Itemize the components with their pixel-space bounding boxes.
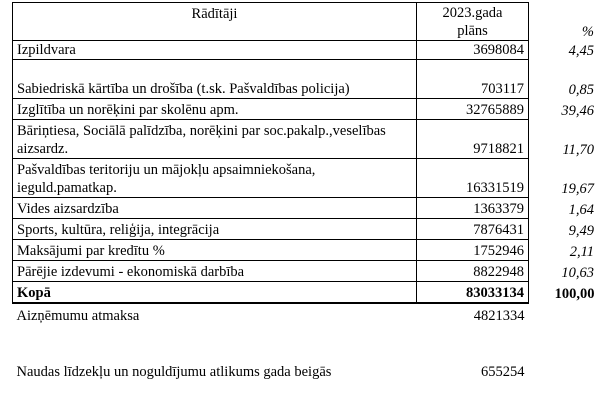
row-label: Izglītība un norēķini par skolēnu apm.: [13, 99, 417, 120]
row-percent: 9,49: [568, 222, 594, 239]
row-label: Pārējie izdevumi - ekonomiskā darbība: [13, 261, 417, 282]
row-label: Bāriņtiesa, Sociālā palīdzība, norēķini par soc.pakalp.,veselības aizsardz.: [13, 120, 417, 159]
table-row: [13, 198, 599, 219]
row-plan: 703117: [417, 60, 529, 99]
row-label: Sabiedriskā kārtība un drošība (t.sk. Pašvaldības policija): [13, 60, 417, 99]
header-percent: %: [581, 23, 594, 40]
extra-row: [13, 303, 599, 325]
total-label: Kopā: [13, 282, 417, 303]
row-percent: 4,45: [568, 42, 594, 59]
extra-value: 4821334: [473, 307, 525, 324]
row-plan: 1363379: [417, 198, 529, 219]
row-percent: 11,70: [562, 141, 594, 158]
table-row: [13, 261, 599, 282]
table-row: [13, 41, 599, 60]
row-label: Maksājumi par kredītu %: [13, 240, 417, 261]
total-row: [13, 282, 599, 303]
header-indicator: Rādītāji: [13, 3, 417, 41]
table-row: [13, 240, 599, 261]
row-label: Sports, kultūra, reliģija, integrācija: [13, 219, 417, 240]
extra-label: Naudas līdzekļu un noguldījumu atlikums gada beigās: [16, 363, 332, 380]
table-row: [13, 219, 599, 240]
header-plan-line2: plāns: [457, 23, 488, 39]
row-plan: 3698084: [417, 41, 529, 60]
row-plan: 7876431: [417, 219, 529, 240]
row-plan: 8822948: [417, 261, 529, 282]
table-row: [13, 159, 599, 198]
row-percent: 39,46: [561, 102, 594, 119]
row-label: Pašvaldības teritoriju un mājokļu apsaimniekošana, ieguld.pamatkap.: [13, 159, 417, 198]
row-percent: 2,11: [569, 243, 594, 260]
row-percent: 1,64: [568, 201, 594, 218]
budget-table: [12, 2, 599, 381]
header-plan-line1: 2023.gada: [442, 5, 503, 21]
extra-row: [13, 339, 599, 381]
row-plan: 1752946: [417, 240, 529, 261]
row-plan: 9718821: [417, 120, 529, 159]
spacer-row: [13, 325, 599, 339]
extra-label: Aizņēmumu atmaksa: [16, 307, 140, 324]
table-row: [13, 99, 599, 120]
table-row: [13, 120, 599, 159]
total-percent: 100,00: [554, 285, 595, 302]
row-label: Izpildvara: [13, 41, 417, 60]
extra-value: 655254: [481, 363, 525, 380]
total-plan: 83033134: [417, 282, 529, 303]
row-percent: 10,63: [561, 264, 594, 281]
header-plan: [417, 3, 529, 41]
row-plan: 32765889: [417, 99, 529, 120]
row-percent: 19,67: [561, 180, 594, 197]
row-label: Vides aizsardzība: [13, 198, 417, 219]
row-percent: 0,85: [568, 81, 594, 98]
table-row: [13, 60, 599, 99]
table-header-row: [13, 3, 599, 41]
row-plan: 16331519: [417, 159, 529, 198]
